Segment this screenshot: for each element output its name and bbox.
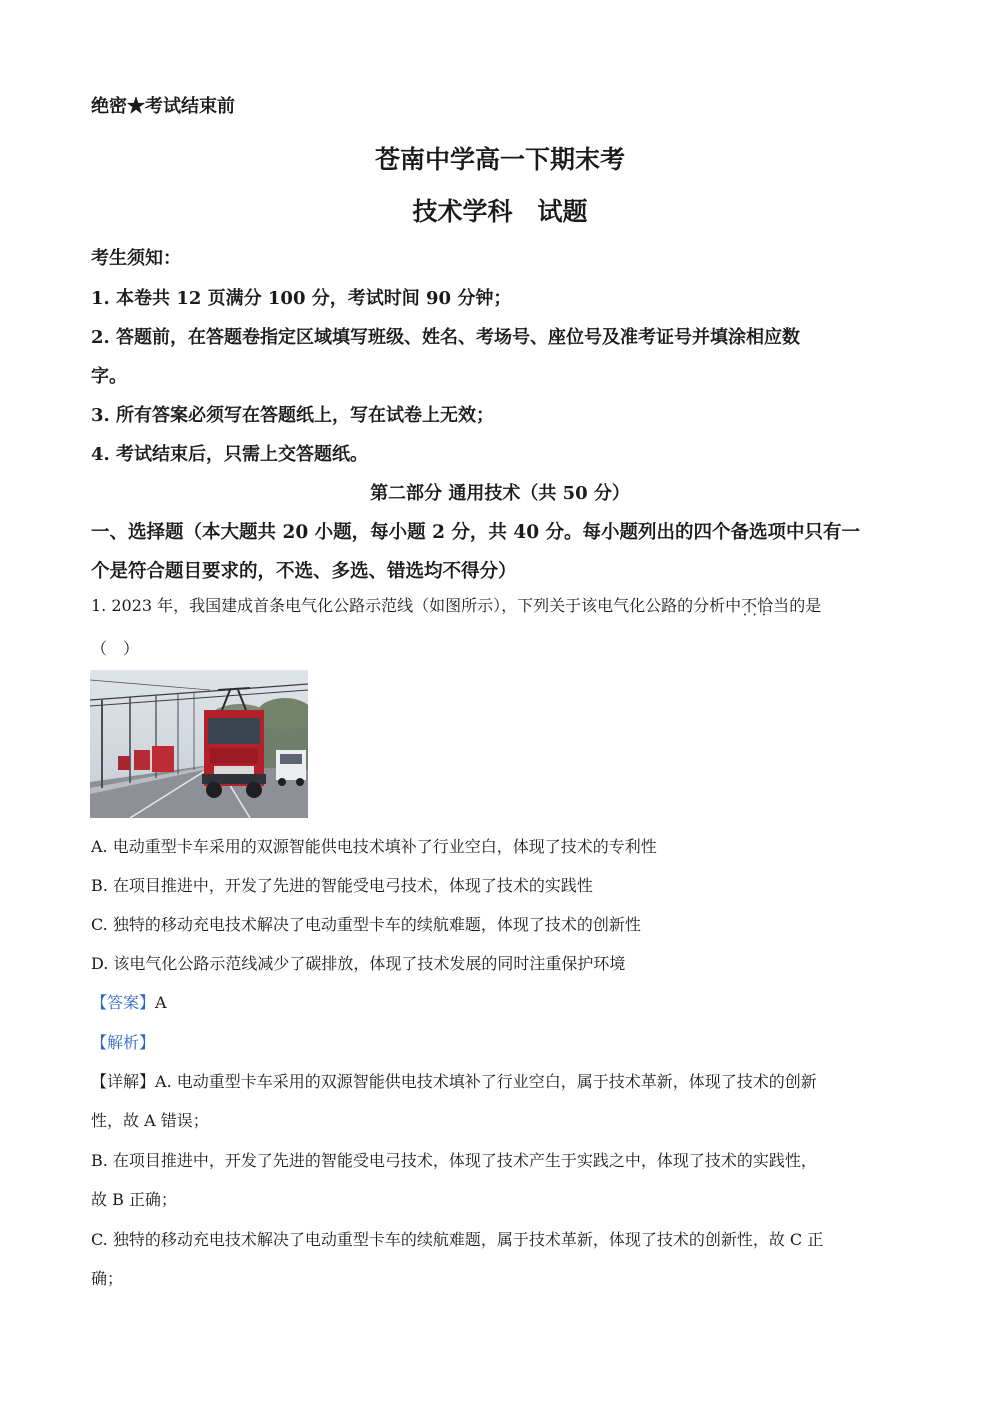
section-heading-continued: 个是符合题目要求的，不选、多选、错选均不得分） [91, 561, 517, 582]
notice-item: 2. 答题前，在答题卷指定区域填写班级、姓名、考场号、座位号及准考证号并填涂相应数 [91, 327, 801, 348]
answer-blank: （ ） [91, 639, 140, 658]
detail-line [91, 1069, 817, 1092]
notice-item: 4. 考试结束后，只需上交答题纸。 [91, 444, 369, 465]
detail-text: A. 电动重型卡车采用的双源智能供电技术填补了行业空白，属于技术革新，体现了技术的创新 [155, 1072, 817, 1091]
section-heading: 一、选择题（本大题共 20 小题，每小题 2 分，共 40 分。每小题列出的四个备选项中只有一 [91, 522, 861, 543]
notice-heading: 考生须知： [91, 248, 181, 269]
option-d: D. 该电气化公路示范线减少了碳排放，体现了技术发展的同时注重保护环境 [91, 954, 626, 973]
detail-line: 性，故 A 错误； [91, 1111, 209, 1130]
option-b: B. 在项目推进中，开发了先进的智能受电弓技术，体现了技术的实践性 [91, 876, 593, 895]
part-title: 第二部分 通用技术（共 50 分） [370, 483, 630, 504]
detail-line: B. 在项目推进中，开发了先进的智能受电弓技术，体现了技术产生于实践之中，体现了技术的实践性， [91, 1151, 817, 1170]
answer-value: A [155, 993, 167, 1012]
detail-line: 故 B 正确； [91, 1190, 177, 1209]
answer-label: 【答案】 [91, 993, 156, 1012]
notice-item: 1. 本卷共 12 页满分 100 分，考试时间 90 分钟； [91, 288, 512, 309]
notice-item: 字。 [91, 366, 127, 387]
question-stem [91, 593, 821, 616]
emphasis-text: 不恰当 • • • [741, 596, 789, 615]
answer-line [91, 990, 167, 1013]
question-stem-end: 的是 [789, 596, 822, 615]
detail-line: C. 独特的移动充电技术解决了电动重型卡车的续航难题，属于技术革新，体现了技术的创新性，故 C 正 [91, 1230, 824, 1249]
detail-label: 【详解】 [91, 1072, 156, 1091]
question-stem-text: 1. 2023 年，我国建成首条电气化公路示范线（如图所示），下列关于该电气化公路的分析中 [91, 596, 742, 615]
notice-item: 3. 所有答案必须写在答题纸上，写在试卷上无效； [91, 405, 495, 426]
option-c: C. 独特的移动充电技术解决了电动重型卡车的续航难题，体现了技术的创新性 [91, 915, 641, 934]
confidential-label: 绝密★考试结束前 [91, 96, 235, 117]
detail-line: 确； [91, 1269, 124, 1288]
option-a: A. 电动重型卡车采用的双源智能供电技术填补了行业空白，体现了技术的专利性 [91, 837, 657, 856]
exam-subtitle: 技术学科 试题 [412, 197, 588, 226]
exam-title: 苍南中学高一下期末考 [374, 145, 625, 174]
analysis-label: 【解析】 [91, 1033, 156, 1052]
electrified-highway-photo [90, 670, 308, 818]
